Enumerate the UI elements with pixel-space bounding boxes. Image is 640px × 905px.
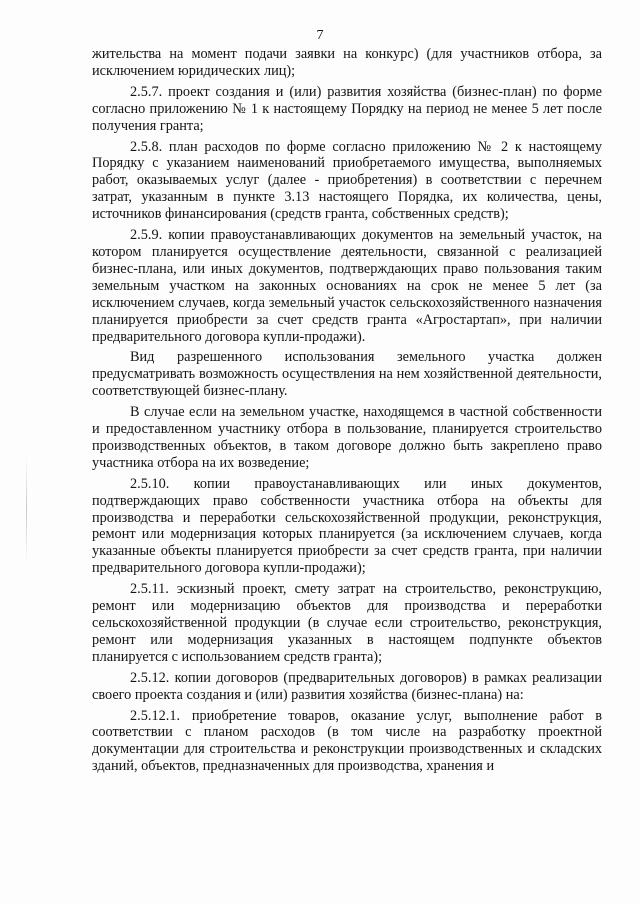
- paragraph-land-use-type: Вид разрешенного использования земельного участка должен предусматривать возможность осуществления на нем хозяйственной деятельности, соответствующей бизнес-плану.: [92, 349, 602, 400]
- paragraph-continuation: жительства на момент подачи заявки на конкурс) (для участников отбора, за исключением юридических лиц);: [92, 46, 602, 79]
- paragraph-2-5-7: 2.5.7. проект создания и (или) развития хозяйства (бизнес-план) по форме согласно приложению № 1 к настоящему Порядку на период не менее 5 лет после получения гранта;: [92, 83, 602, 134]
- paragraph-2-5-8: 2.5.8. план расходов по форме согласно приложению № 2 к настоящему Порядку с указанием наименований приобретаемого имущества, выполняемых работ, оказываемых услуг (далее - приобретения) в соответствии с перечнем затрат, указанным в пункте 3.13 настоящего Порядка, их количества, цены, источников финансирования (средств гранта, собственных средств);: [92, 138, 602, 223]
- document-body: [92, 46, 602, 779]
- page-number: 7: [316, 28, 324, 43]
- paragraph-2-5-12: 2.5.12. копии договоров (предварительных договоров) в рамках реализации своего проекта создания и (или) развития хозяйства (бизнес-плана) на:: [92, 669, 602, 703]
- paragraph-2-5-12-1: 2.5.12.1. приобретение товаров, оказание услуг, выполнение работ в соответствии с планом расходов (в том числе на разработку проектной документации для строительства и реконструкции производственных и складских зданий, объектов, предназначенных для производства, хранения и: [92, 707, 602, 775]
- paragraph-2-5-11: 2.5.11. эскизный проект, смету затрат на строительство, реконструкцию, ремонт или модернизацию объектов для производства и переработки сельскохозяйственной продукции (в случае если строительство, реконструкция, ремонт или модернизация указанных в настоящем подпункте объектов планируется с использованием средств гранта);: [92, 581, 602, 665]
- paragraph-private-land: В случае если на земельном участке, находящемся в частной собственности и предоставленном участнику отбора в пользование, планируется строительство производственных объектов, в таком договоре должно быть закреплено право участника отбора на их возведение;: [92, 404, 602, 471]
- paragraph-2-5-9: 2.5.9. копии правоустанавливающих документов на земельный участок, на котором планируется осуществление деятельности, связанной с реализацией бизнес-плана, или иных документов, подтверждающих право пользования таким земельным участком на законных основаниях на срок не менее 5 лет (за исключением случаев, когда земельный участок сельскохозяйственного назначения планируется приобрести за счет средств гранта «Агростартап», при наличии предварительного договора купли-продажи).: [92, 227, 602, 345]
- scan-edge-line: [26, 455, 27, 565]
- paragraph-2-5-10: 2.5.10. копии правоустанавливающих или иных документов, подтверждающих право собственности участника отбора на объекты для производства и переработки сельскохозяйственной продукции, реконструкция, ремонт или модернизация которых планируется (за исключением случаев, когда указанные объекты планируется приобрести за счет средств гранта, при наличии предварительного договора купли-продажи);: [92, 475, 602, 577]
